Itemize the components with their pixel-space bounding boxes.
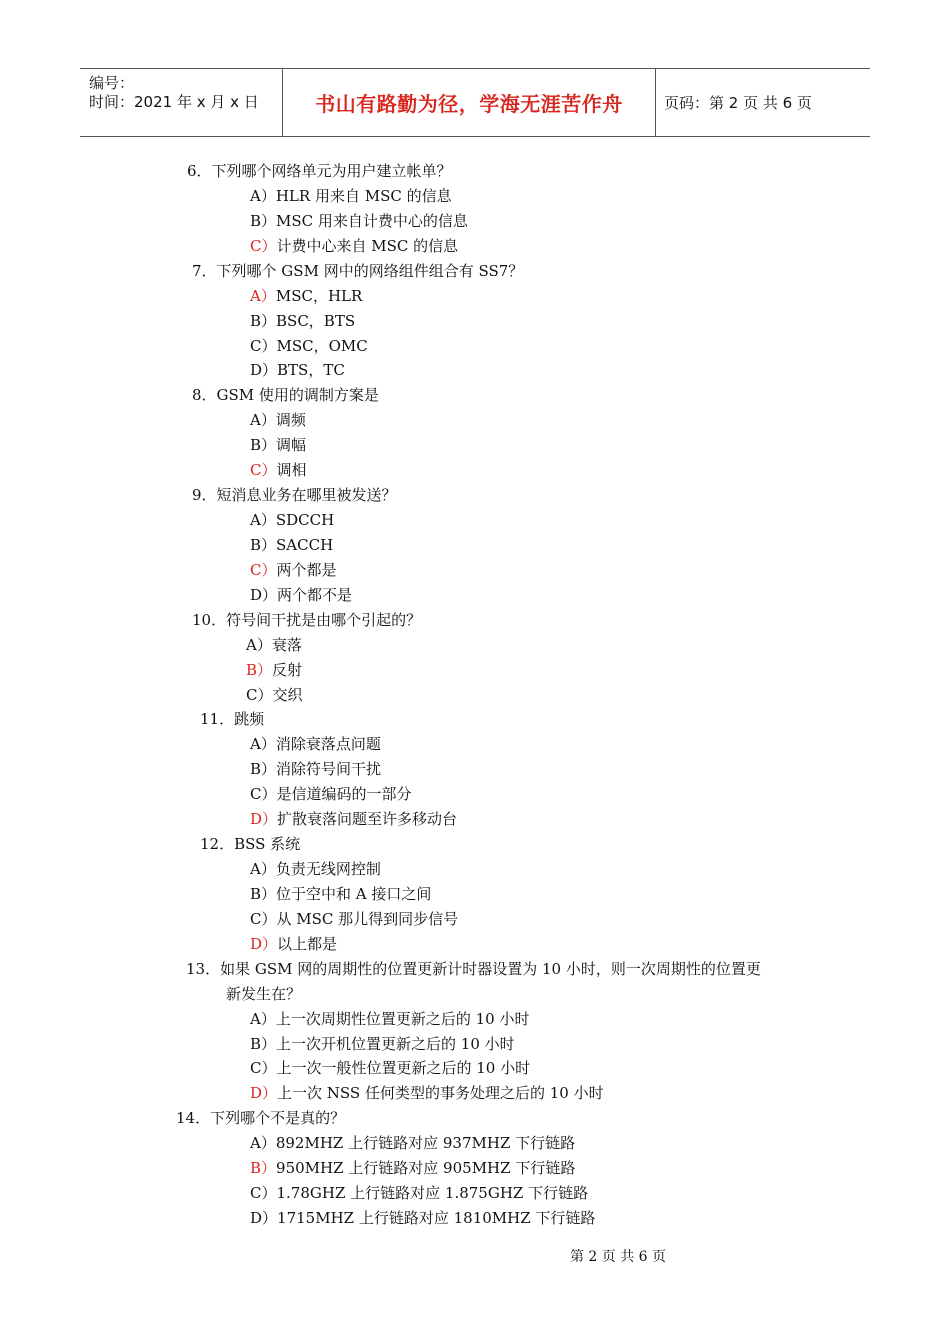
option-text: 上一次开机位置更新之后的 10 小时	[276, 1034, 515, 1053]
option-label: C）	[250, 909, 277, 928]
answer-option	[250, 1158, 575, 1178]
option-label: C）	[250, 236, 277, 255]
option-label: B）	[250, 884, 277, 903]
header-page-info	[655, 69, 870, 136]
answer-option	[250, 360, 345, 380]
answer-option	[250, 535, 333, 555]
answer-option	[250, 884, 431, 904]
answer-option	[250, 410, 306, 430]
option-label: C）	[250, 560, 277, 579]
option-text: 衰落	[271, 635, 302, 654]
question-text: 10．符号间干扰是由哪个引起的？	[192, 610, 422, 629]
option-text: 调幅	[276, 436, 307, 455]
option-text: HLR 用来自 MSC 的信息	[275, 186, 452, 205]
question-text: 6．下列哪个网络单元为用户建立帐单？	[187, 162, 452, 180]
option-label: A）	[246, 635, 272, 654]
option-label: B）	[250, 1159, 277, 1178]
option-label: B）	[250, 1034, 277, 1053]
question-text: 14．下列哪个不是真的？	[176, 1109, 346, 1128]
answer-option	[250, 435, 306, 455]
answer-option	[250, 1183, 588, 1203]
option-label: B）	[246, 660, 273, 679]
option-label: D）	[250, 810, 278, 829]
option-label: C）	[250, 785, 277, 804]
option-label: A）	[250, 1009, 276, 1028]
option-label: A）	[250, 186, 276, 205]
header-meta	[80, 69, 282, 136]
option-label: B）	[250, 311, 277, 330]
option-text: 1715MHZ 上行链路对应 1810MHZ 下行链路	[277, 1209, 596, 1228]
option-text: BSC，BTS	[276, 311, 356, 330]
option-label: A）	[250, 286, 276, 305]
option-label: A）	[250, 1134, 276, 1153]
option-text: MSC 用来自计费中心的信息	[276, 211, 468, 230]
option-label: D）	[250, 361, 278, 380]
option-text: 两个都不是	[277, 585, 353, 604]
option-text: 扩散衰落问题至许多移动台	[277, 810, 458, 829]
option-text: 以上都是	[277, 934, 338, 953]
option-text: 是信道编码的一部分	[276, 785, 412, 804]
option-text: 从 MSC 那儿得到同步信号	[276, 909, 459, 928]
page-info-text: 页码：第 2 页 共 6 页	[664, 94, 812, 112]
page-footer	[0, 1246, 950, 1266]
answer-option	[246, 660, 302, 680]
option-text: 计费中心来自 MSC 的信息	[276, 236, 459, 255]
answer-option	[250, 211, 468, 231]
option-label: C）	[250, 1059, 277, 1078]
option-text: 调频	[275, 411, 306, 430]
option-label: D）	[250, 1209, 278, 1228]
option-label: C）	[250, 336, 277, 355]
option-text: MSC，OMC	[276, 336, 368, 355]
answer-option	[250, 560, 337, 580]
answer-option	[250, 1058, 530, 1078]
option-text: SACCH	[276, 535, 334, 554]
answer-option	[250, 336, 368, 356]
option-text: 上一次 NSS 任何类型的事务处理之后的 10 小时	[277, 1084, 604, 1103]
answer-option	[250, 460, 307, 480]
option-text: BTS，TC	[277, 361, 345, 380]
question-text: 11．跳频	[200, 710, 265, 729]
question-text: 8．GSM 使用的调制方案是	[192, 386, 379, 405]
option-text: 消除符号间干扰	[276, 760, 382, 779]
answer-option	[250, 186, 452, 206]
answer-option	[250, 236, 458, 256]
option-label: D）	[250, 1084, 278, 1103]
option-text: MSC，HLR	[275, 286, 363, 305]
answer-option	[250, 759, 381, 779]
option-label: A）	[250, 735, 276, 754]
answer-option	[250, 734, 381, 754]
option-text: 两个都是	[276, 560, 337, 579]
number-label: 编号：	[89, 74, 135, 92]
motto-text: 书山有路勤为径，学海无涯苦作舟	[315, 92, 623, 116]
option-text: 892MHZ 上行链路对应 937MHZ 下行链路	[275, 1134, 576, 1153]
option-text: 1.78GHZ 上行链路对应 1.875GHZ 下行链路	[276, 1184, 589, 1203]
option-text: 950MHZ 上行链路对应 905MHZ 下行链路	[276, 1159, 576, 1178]
time-label: 时间：2021 年 x 月 x 日	[89, 93, 259, 111]
answer-option	[250, 286, 362, 306]
answer-option	[250, 1208, 595, 1228]
answer-option	[250, 585, 352, 605]
option-text: 位于空中和 A 接口之间	[276, 884, 432, 903]
option-label: A）	[250, 511, 276, 530]
answer-option	[246, 635, 302, 655]
option-label: C）	[246, 685, 273, 704]
answer-option	[250, 934, 337, 954]
option-label: C）	[250, 461, 277, 480]
option-label: B）	[250, 535, 277, 554]
option-text: 调相	[276, 461, 307, 480]
header-motto	[282, 69, 656, 136]
option-label: A）	[250, 411, 276, 430]
answer-option	[250, 510, 334, 530]
answer-option	[250, 909, 458, 929]
answer-option	[250, 1009, 529, 1029]
option-text: 反射	[272, 660, 303, 679]
answer-option	[250, 311, 355, 331]
answer-option	[250, 784, 412, 804]
question-text-continued: 新发生在？	[226, 984, 302, 1003]
option-label: C）	[250, 1184, 277, 1203]
option-label: A）	[250, 860, 276, 879]
option-label: D）	[250, 585, 278, 604]
option-label: B）	[250, 436, 277, 455]
question-text: 12．BSS 系统	[200, 835, 301, 854]
footer-page-number: 第 2 页 共 6 页	[569, 1249, 667, 1265]
option-label: D）	[250, 934, 278, 953]
answer-option	[250, 1083, 604, 1103]
option-text: SDCCH	[275, 511, 335, 530]
option-text: 上一次周期性位置更新之后的 10 小时	[275, 1009, 530, 1028]
question-text: 13．如果 GSM 网的周期性的位置更新计时器设置为 10 小时，则一次周期性的位置更	[186, 959, 761, 978]
answer-option	[246, 685, 303, 705]
question-text: 7．下列哪个 GSM 网中的网络组件组合有 SS7？	[192, 261, 524, 280]
option-text: 负责无线网控制	[275, 860, 381, 879]
option-label: B）	[250, 760, 277, 779]
option-label: B）	[250, 211, 277, 230]
page-header	[80, 68, 870, 137]
answer-option	[250, 1034, 515, 1054]
answer-option	[250, 1133, 575, 1153]
option-text: 上一次一般性位置更新之后的 10 小时	[276, 1059, 531, 1078]
answer-option	[250, 859, 381, 879]
answer-option	[250, 809, 457, 829]
option-text: 消除衰落点问题	[275, 735, 381, 754]
option-text: 交织	[272, 685, 303, 704]
question-text: 9．短消息业务在哪里被发送？	[192, 486, 397, 505]
